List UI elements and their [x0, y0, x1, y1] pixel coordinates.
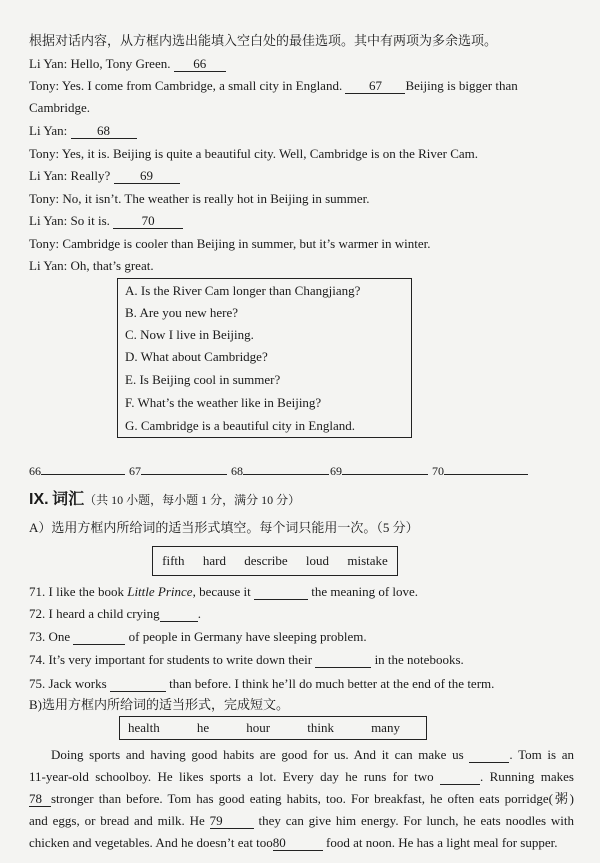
dialogue-line: Li Yan: Hello, Tony Green. 66 [29, 56, 226, 72]
answer-slot-69: 69 [330, 462, 428, 479]
answer-line[interactable] [41, 462, 125, 475]
dialogue-line: Li Yan: So it is. 70 [29, 213, 183, 229]
part-b-instruction: B)选用方框内所给词的适当形式，完成短文。 [29, 697, 290, 712]
dialogue-line: Li Yan: 68 [29, 123, 137, 139]
word-item: many [371, 720, 400, 735]
word-item: think [307, 720, 334, 735]
question-74: 74. It’s very important for students to write down their in the notebooks. [29, 652, 464, 667]
word-box-a [152, 546, 398, 576]
answer-blank[interactable]: 80 [273, 836, 323, 851]
answer-blank[interactable]: 68 [71, 124, 137, 139]
answer-blank[interactable]: 69 [114, 169, 180, 184]
answer-line[interactable] [243, 462, 329, 475]
passage-line: 11-year-old schoolboy. He likes sports a lot. Every day he runs for two . Running makes [29, 769, 574, 784]
options-box [117, 278, 412, 438]
answer-blank[interactable]: 67 [345, 79, 405, 94]
answer-blank[interactable] [254, 585, 308, 600]
option-g: G. Cambridge is a beautiful city in England. [125, 418, 355, 433]
answer-blank[interactable] [469, 748, 509, 763]
word-item: fifth [162, 553, 185, 568]
answer-blank[interactable]: 70 [113, 214, 183, 229]
option-e: E. Is Beijing cool in summer? [125, 372, 281, 387]
answer-line[interactable] [342, 462, 428, 475]
dialogue-line: Tony: Yes, it is. Beijing is quite a beautiful city. Well, Cambridge is on the River Cam. [29, 146, 479, 161]
question-73: 73. One of people in Germany have sleeping problem. [29, 629, 367, 644]
answer-blank[interactable] [73, 630, 125, 645]
word-item: hard [202, 553, 226, 568]
answer-blank[interactable]: 79 [210, 814, 254, 829]
option-d: D. What about Cambridge? [125, 349, 268, 364]
answer-blank[interactable]: 78 [29, 792, 51, 807]
answer-slot-66: 66 [29, 462, 125, 479]
word-item: he [196, 720, 210, 735]
answer-blank[interactable] [160, 607, 198, 622]
word-box-b [119, 716, 427, 740]
answer-slot-67: 67 [129, 462, 227, 479]
passage-line: and eggs, or bread and milk. He 79 they can give him energy. For lunch, he eats noodles with [29, 813, 575, 828]
answer-row [29, 462, 549, 480]
answer-line[interactable] [141, 462, 227, 475]
word-item: hour [246, 720, 271, 735]
passage-line: Doing sports and having good habits are good for us. And it can make us . Tom is an [51, 747, 574, 762]
dialogue-line: Li Yan: Really? 69 [29, 168, 180, 184]
word-item: mistake [347, 553, 388, 568]
option-f: F. What’s the weather like in Beijing? [125, 395, 322, 410]
word-item: describe [244, 553, 288, 568]
answer-blank[interactable] [110, 677, 166, 692]
option-a: A. Is the River Cam longer than Changjiang? [125, 283, 361, 298]
question-72: 72. I heard a child crying . [29, 606, 201, 621]
part-a-instruction: A）选用方框内所给词的适当形式填空。每个词只能用一次。（5 分） [29, 520, 419, 535]
answer-slot-68: 68 [231, 462, 329, 479]
option-b: B. Are you new here? [125, 305, 238, 320]
dialogue-line: Li Yan: Oh, that’s great. [29, 258, 154, 273]
dialogue-line: Tony: Yes. I come from Cambridge, a small city in England. 67 Beijing is bigger than [29, 78, 518, 93]
dialogue-line: Tony: Cambridge is cooler than Beijing in summer, but it’s warmer in winter. [29, 236, 431, 251]
option-c: C. Now I live in Beijing. [125, 327, 254, 342]
section-heading: IX. 词汇（共 10 小题，每小题 1 分，满分 10 分） [29, 491, 301, 508]
word-item: health [128, 720, 160, 735]
word-item: loud [305, 553, 330, 568]
passage [29, 744, 574, 854]
answer-blank[interactable] [315, 653, 371, 668]
answer-line[interactable] [444, 462, 528, 475]
question-75: 75. Jack works than before. I think he’ll do much better at the end of the term. [29, 676, 495, 691]
answer-slot-70: 70 [432, 462, 528, 479]
dialogue-line: Cambridge. [29, 100, 91, 115]
dialogue-line: Tony: No, it isn’t. The weather is really hot in Beijing in summer. [29, 191, 370, 206]
question-71: 71. I like the book Little Prince, because it the meaning of love. [29, 584, 419, 599]
answer-blank[interactable] [440, 770, 480, 785]
passage-line: chicken and vegetables. And he doesn’t eat too80 food at noon. He has a light meal for supper. [29, 835, 558, 850]
answer-blank[interactable]: 66 [174, 57, 226, 72]
passage-line: 78 stronger than before. Tom has good eating habits, too. For breakfast, he often eats porridge(粥) [29, 791, 574, 806]
instruction-text: 根据对话内容，从方框内选出能填入空白处的最佳选项。其中有两项为多余选项。 [29, 33, 498, 48]
